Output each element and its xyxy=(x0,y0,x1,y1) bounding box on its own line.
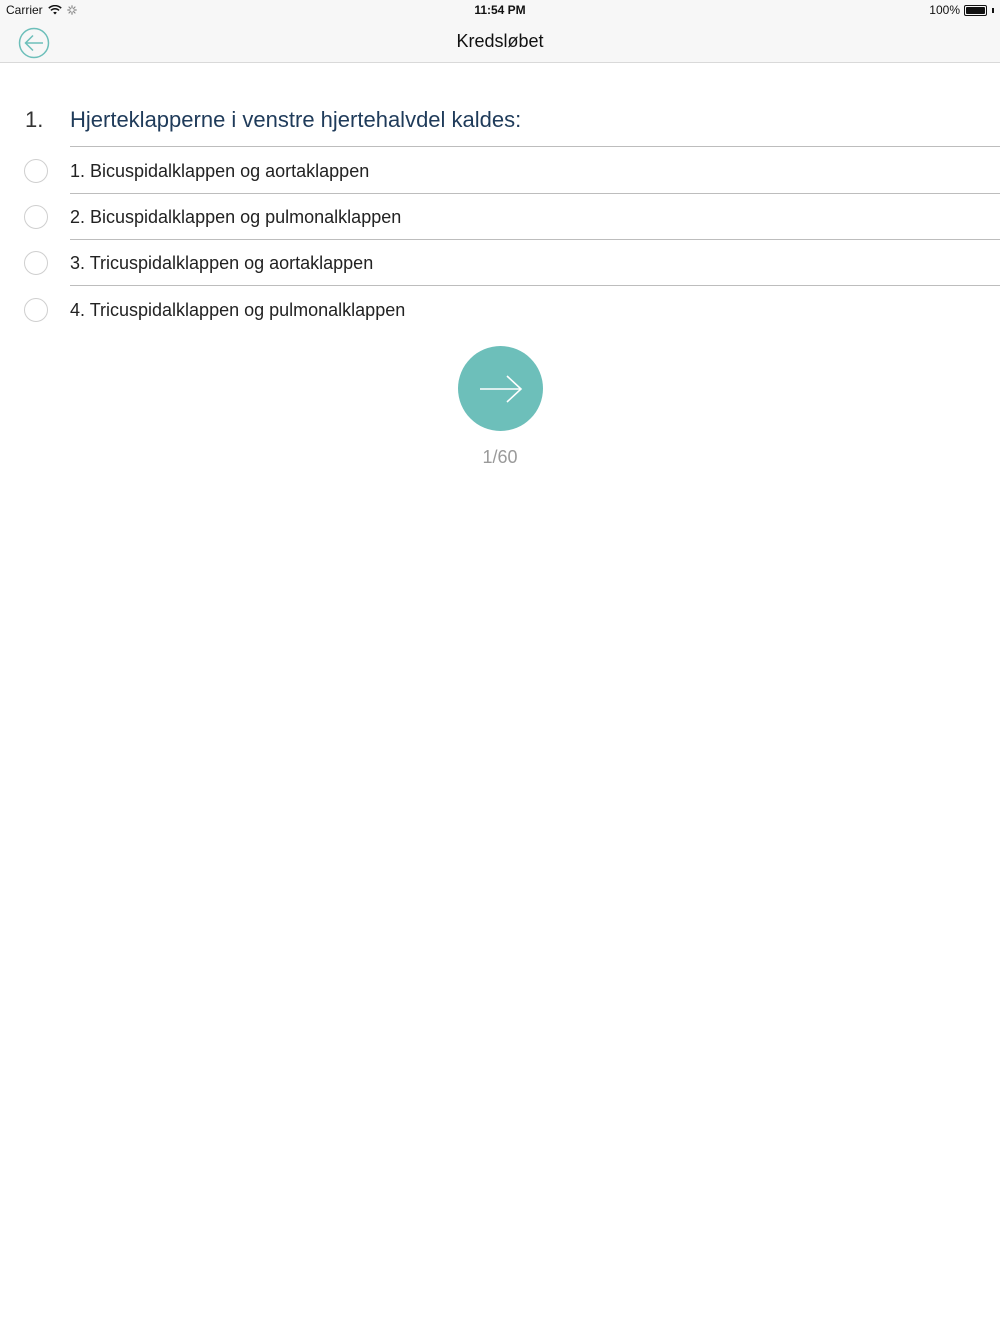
carrier-label: Carrier xyxy=(6,3,43,17)
navigation-bar xyxy=(0,20,1000,63)
answer-option-2[interactable] xyxy=(0,194,1000,240)
answer-option-label: 4. Tricuspidalklappen og pulmonalklappen xyxy=(70,300,406,320)
answer-option-3[interactable] xyxy=(0,240,1000,286)
radio-circle-icon[interactable] xyxy=(24,159,48,183)
radio-circle-icon[interactable] xyxy=(24,298,48,322)
status-bar xyxy=(0,0,1000,20)
answer-option-1[interactable] xyxy=(0,148,1000,194)
answer-option-4[interactable] xyxy=(0,287,1000,333)
status-time: 11:54 PM xyxy=(474,3,526,17)
question-header xyxy=(0,104,1000,146)
next-button[interactable] xyxy=(458,346,543,431)
progress-counter: 1/60 xyxy=(482,447,518,467)
radio-circle-icon[interactable] xyxy=(24,251,48,275)
question-divider xyxy=(70,146,1000,147)
option-divider xyxy=(70,285,1000,286)
battery-tip xyxy=(992,8,994,13)
arrow-right-icon xyxy=(478,374,524,404)
battery-icon xyxy=(964,5,987,16)
answer-option-label: 2. Bicuspidalklappen og pulmonalklappen xyxy=(70,207,402,227)
radio-circle-icon[interactable] xyxy=(24,205,48,229)
question-number: 1. xyxy=(25,107,44,132)
question-text: Hjerteklapperne i venstre hjertehalvdel kaldes: xyxy=(70,107,522,132)
answer-option-label: 3. Tricuspidalklappen og aortaklappen xyxy=(70,253,374,273)
answer-option-label: 1. Bicuspidalklappen og aortaklappen xyxy=(70,161,370,181)
page-title: Kredsløbet xyxy=(456,31,544,51)
status-right xyxy=(929,3,994,17)
battery-percent: 100% xyxy=(929,3,960,17)
